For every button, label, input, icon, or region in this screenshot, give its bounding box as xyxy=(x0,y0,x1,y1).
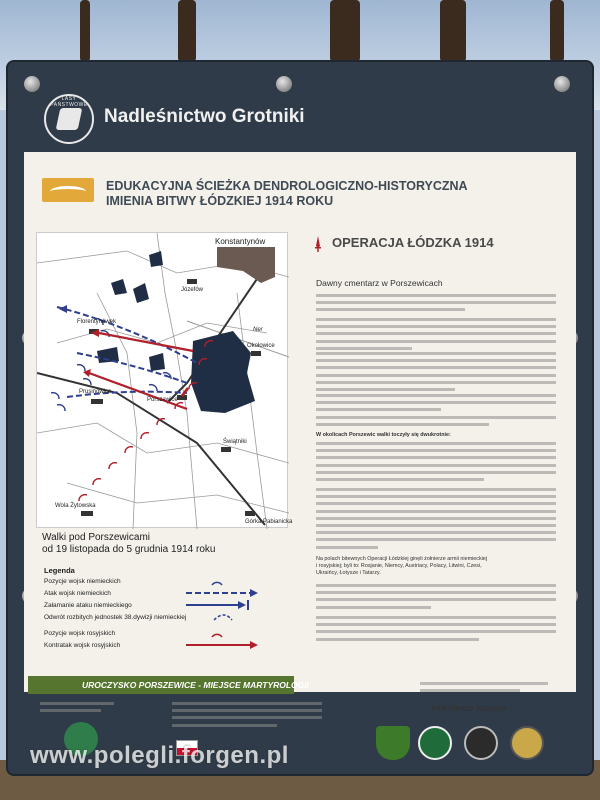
map-label-florentynowek: Florentynówek xyxy=(77,319,117,325)
map-label-gorka-pabianicka: Górka Pabianicka xyxy=(245,519,293,525)
article-line-nationalities: Ukraińcy, Łotysze i Tatarzy. xyxy=(316,570,381,576)
legend-symbol-german-attack xyxy=(184,588,258,598)
battle-map xyxy=(36,232,293,528)
tree-trunk xyxy=(330,0,360,62)
tree-logo-icon xyxy=(56,108,83,130)
legend-item: Kontratak wojsk rosyjskich xyxy=(44,642,121,649)
article-paragraph-illegible xyxy=(316,294,556,316)
legend-item: Odwrót rozbitych jednostek 38.dywizji niemieckiej xyxy=(44,614,187,621)
town-konstantynow xyxy=(217,247,275,283)
tree-trunk xyxy=(440,0,466,62)
legend-item: Załamanie ataku niemieckiego xyxy=(44,602,132,609)
legend-symbol-russian-counterattack xyxy=(184,640,258,650)
bolt-icon xyxy=(24,76,40,92)
district-name: Nadleśnictwo Grotniki xyxy=(104,106,305,127)
legend-symbol-russian-positions xyxy=(184,628,258,638)
forest-area xyxy=(133,283,149,303)
article-paragraph-illegible xyxy=(316,318,556,354)
article-paragraph-illegible xyxy=(316,488,556,553)
watermark: www.polegli.forgen.pl xyxy=(30,742,289,769)
article-paragraph-illegible xyxy=(316,352,556,395)
trail-title-line-1: EDUKACYJNA ŚCIEŻKA DENDROLOGICZNO-HISTORYCZNA xyxy=(106,179,468,193)
site-name: UROCZYSKO PORSZEWICE - MIEJSCE MARTYROLOGII xyxy=(82,680,309,690)
forest-area xyxy=(149,251,163,267)
legend-symbol-german-positions xyxy=(184,576,258,586)
article-line-nationalities: Na polach bitewnych Operacji Łódzkiej ginęli żołnierze armii niemieckiej xyxy=(316,556,488,562)
map-label-prusinowice: Prusinowice xyxy=(79,389,112,395)
battle-map-drawing xyxy=(37,233,289,529)
municipality-crest-logo xyxy=(376,726,410,760)
cemetery-subtitle: Dawny cmentarz w Porszewicach xyxy=(316,278,443,288)
logo-text: LASY PAŃSTWOWE xyxy=(50,96,88,108)
legend-symbol-attack-collapse xyxy=(184,600,258,610)
partner-logo-emblem xyxy=(510,726,544,760)
article-paragraph-illegible xyxy=(316,394,556,416)
article-paragraph-illegible xyxy=(316,442,556,485)
footer-note-illegible xyxy=(420,682,548,696)
tree-trunk xyxy=(178,0,196,62)
map-label-porszewice: Porszewice xyxy=(147,397,178,403)
forest-area xyxy=(149,353,165,371)
footer-note-illegible xyxy=(172,702,322,731)
forest-area xyxy=(191,331,255,413)
map-label-konstantynow: Konstantynów xyxy=(215,237,266,246)
legend-item: Atak wojsk niemieckich xyxy=(44,590,111,597)
article-paragraph-illegible xyxy=(316,616,556,645)
map-label-swiatniki: Świątniki xyxy=(223,439,247,445)
article-paragraph-illegible xyxy=(316,416,556,430)
sword-icon xyxy=(314,236,322,252)
map-label-okolowice: Okołowice xyxy=(247,343,275,349)
operation-title: OPERACJA ŁÓDZKA 1914 xyxy=(332,235,494,250)
partners-label: PARTNERZY ZADANIA xyxy=(432,706,508,713)
path-logo-icon xyxy=(42,178,94,202)
forest-area xyxy=(111,279,127,295)
map-label-ner: Ner xyxy=(253,327,263,333)
forestry-partner-logo xyxy=(418,726,452,760)
tree-trunk xyxy=(550,0,564,62)
legend-title: Legenda xyxy=(44,566,75,575)
article-line-nationalities: i rosyjskiej; byli to: Rosjanie, Niemcy, Austriacy, Polacy, Litwini, Czesi, xyxy=(316,563,482,569)
article-paragraph-illegible xyxy=(316,584,556,613)
bolt-icon xyxy=(276,76,292,92)
bolt-icon xyxy=(554,76,570,92)
partner-logo-dark xyxy=(464,726,498,760)
footer-note-illegible xyxy=(40,702,114,716)
site-name-bar xyxy=(28,676,309,694)
article-line-porszewice-fights: W okolicach Porszewic walki toczyły się dwukrotnie: xyxy=(316,432,451,438)
map-label-jozefow: Józefów xyxy=(181,287,204,293)
map-caption-title: Walki pod Porszewicami xyxy=(42,532,150,543)
tree-trunk xyxy=(80,0,90,62)
legend-symbol-retreat xyxy=(184,612,258,622)
legend-item: Pozycje wojsk rosyjskich xyxy=(44,630,116,637)
map-caption-dates: od 19 listopada do 5 grudnia 1914 roku xyxy=(42,544,216,555)
map-label-wola-zytowska: Wola Żytowska xyxy=(55,503,96,509)
trail-title-line-2: IMIENIA BITWY ŁÓDZKIEJ 1914 ROKU xyxy=(106,194,334,208)
legend-item: Pozycje wojsk niemieckich xyxy=(44,578,121,585)
